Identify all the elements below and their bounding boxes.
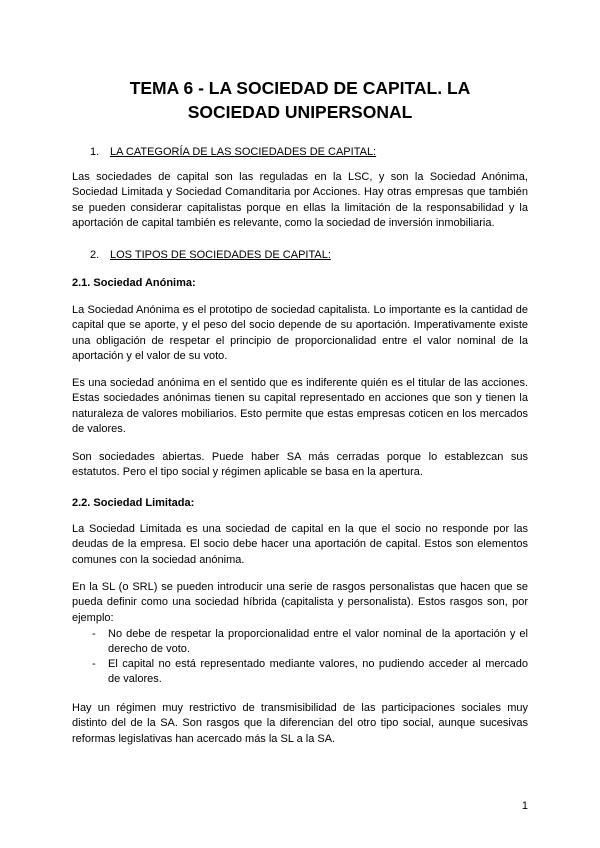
bullet-marker: -	[92, 658, 96, 670]
subsection-2-2-heading: 2.2. Sociedad Limitada:	[72, 497, 195, 509]
list-item	[92, 657, 528, 688]
paragraph-1: Las sociedades de capital son las reguladas en la LSC, y son la Sociedad Anónima, Sociedad Limitada y Sociedad Comanditaria por Acciones. Hay otras empresas que también se pueden considerar capitalistas porque en ellas la limitación de la responsabilidad y la aportación de capital también es relevante, como la sociedad de inversión inmobiliaria.	[72, 171, 528, 230]
paragraph-2-1-a: La Sociedad Anónima es el prototipo de sociedad capitalista. Lo importante es la cantidad de capital que se aporte, y el peso del socio depende de su aportación. Imperativamente existe una obligación de respetar el principio de proporcionalidad entre el valor nominal de la aportación y el valor de su voto.	[72, 304, 528, 363]
section-2-heading	[90, 248, 331, 263]
bullet-marker: -	[92, 628, 96, 640]
section-1-title: LA CATEGORÍA DE LAS SOCIEDADES DE CAPITAL:	[110, 146, 377, 158]
list-item-text: El capital no está representado mediante valores, no pudiendo acceder al mercado de valores.	[108, 658, 528, 686]
paragraph-2-2-a: La Sociedad Limitada es una sociedad de capital en la que el socio no responde por las deudas de la empresa. El socio debe hacer una aportación de capital. Estos son elementos comunes con la sociedad anónima.	[72, 523, 528, 566]
list-item	[92, 627, 528, 658]
document-title	[60, 76, 540, 124]
title-line-2: SOCIEDAD UNIPERSONAL	[187, 102, 413, 122]
page-number: 1	[521, 800, 528, 812]
paragraph-2-2-b: En la SL (o SRL) se pueden introducir una serie de rasgos personalistas que hacen que se pueda definir como una sociedad híbrida (capitalista y personalista). Estos rasgos son, por ejemplo:	[72, 581, 528, 624]
section-1-heading	[90, 145, 376, 160]
section-2-title: LOS TIPOS DE SOCIEDADES DE CAPITAL:	[110, 249, 331, 261]
paragraph-2-1-b: Es una sociedad anónima en el sentido que es indiferente quién es el titular de las acciones. Estas sociedades anónimas tienen su capital representado en acciones que son y tienen la naturaleza de valores mobiliarios. Esto permite que estas empresas coticen en los mercados de valores.	[72, 377, 528, 436]
title-line-1: TEMA 6 - LA SOCIEDAD DE CAPITAL. LA	[129, 78, 471, 98]
paragraph-2-2-c: Hay un régimen muy restrictivo de transmisibilidad de las participaciones sociales muy distinto del de la SA. Son rasgos que la diferencian del otro tipo social, aunque sucesivas reformas legislativas han acercado más la SL a la SA.	[72, 702, 528, 745]
section-2-number: 2.	[90, 249, 100, 261]
list-item-text: No debe de respetar la proporcionalidad entre el valor nominal de la aportación y el derecho de voto.	[108, 628, 528, 656]
section-1-number: 1.	[90, 146, 100, 158]
paragraph-2-1-c: Son sociedades abiertas. Puede haber SA más cerradas porque lo establezcan sus estatutos. Pero el tipo social y régimen aplicable se basa en la apertura.	[72, 451, 528, 479]
subsection-2-1-heading: 2.1. Sociedad Anónima:	[72, 277, 196, 289]
